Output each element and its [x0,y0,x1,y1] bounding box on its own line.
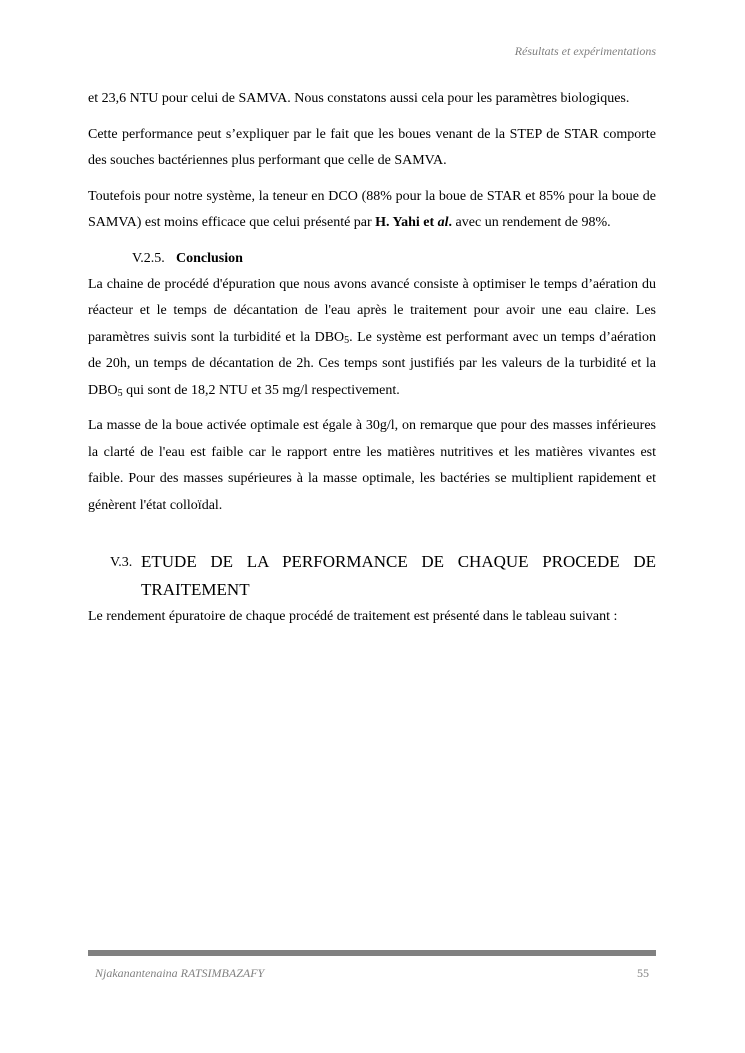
footer-author: Njakanantenaina RATSIMBAZAFY [95,966,265,980]
subscript: 5 [117,387,123,399]
section-title: ETUDE DE LA PERFORMANCE DE CHAQUE PROCEDE DE TRAITEMENT [141,552,656,599]
paragraph-dco-end: avec un rendement de 98%. [452,215,611,230]
subsection-number: V.2.5. [132,250,165,266]
paragraph-dco [88,184,656,237]
page-number: 55 [637,966,649,980]
paragraph-conclusion: La chaine de procédé d'épuration que nous avons avancé consiste à optimiser le temps d’aération du réacteur et le temps de décantation de l'eau après le traitement pour avoir une eau claire. Les paramètres suivis sont la turbidité et la $DBO_5$. Le système est performant avec un temps d’aération de 20h, un temps de décantation de 2h. Ces temps sont justifiés par les valeurs de la turbidité et la $DBO_5$ qui sont de 18,2 NTU et 35 mg/l respectivement. [88,276,656,399]
subscript: 5 [344,334,350,346]
paragraph-turbidity: et 23,6 NTU pour celui de SAMVA. Nous constatons aussi cela pour les paramètres biologiques. [88,91,630,106]
paragraph-performance: Cette performance peut s’expliquer par le fait que les boues venant de la STEP de STAR comporte des souches bactériennes plus performant que celle de SAMVA. [88,126,656,168]
subsection-title: Conclusion [176,250,243,266]
footer-rule [88,950,656,956]
citation-etal: al [437,215,449,230]
paragraph-dco-text: Toutefois pour notre système, la teneur en DCO (88% pour la boue de STAR et 85% pour la boue de SAMVA) est moins efficace que celui présenté par [88,188,656,230]
section-heading [110,548,656,604]
page-body [88,86,656,640]
subsection-heading [132,246,656,272]
paragraph-table-intro: Le rendement épuratoire de chaque procédé de traitement est présenté dans le tableau suivant : [88,609,618,624]
running-header: Résultats et expérimentations [514,44,656,58]
section-number: V.3. [110,555,133,570]
paragraph-sludge-mass: La masse de la boue activée optimale est égale à 30g/l, on remarque que pour des masses inférieures la clarté de l'eau est faible car le rapport entre les matières nutritives et les matières vivantes est faible. Pour des masses supérieures à la masse optimale, les bactéries se multiplient rapidement et génèrent l'état colloïdal. [88,418,656,513]
citation-author: H. Yahi et al. [375,215,453,230]
